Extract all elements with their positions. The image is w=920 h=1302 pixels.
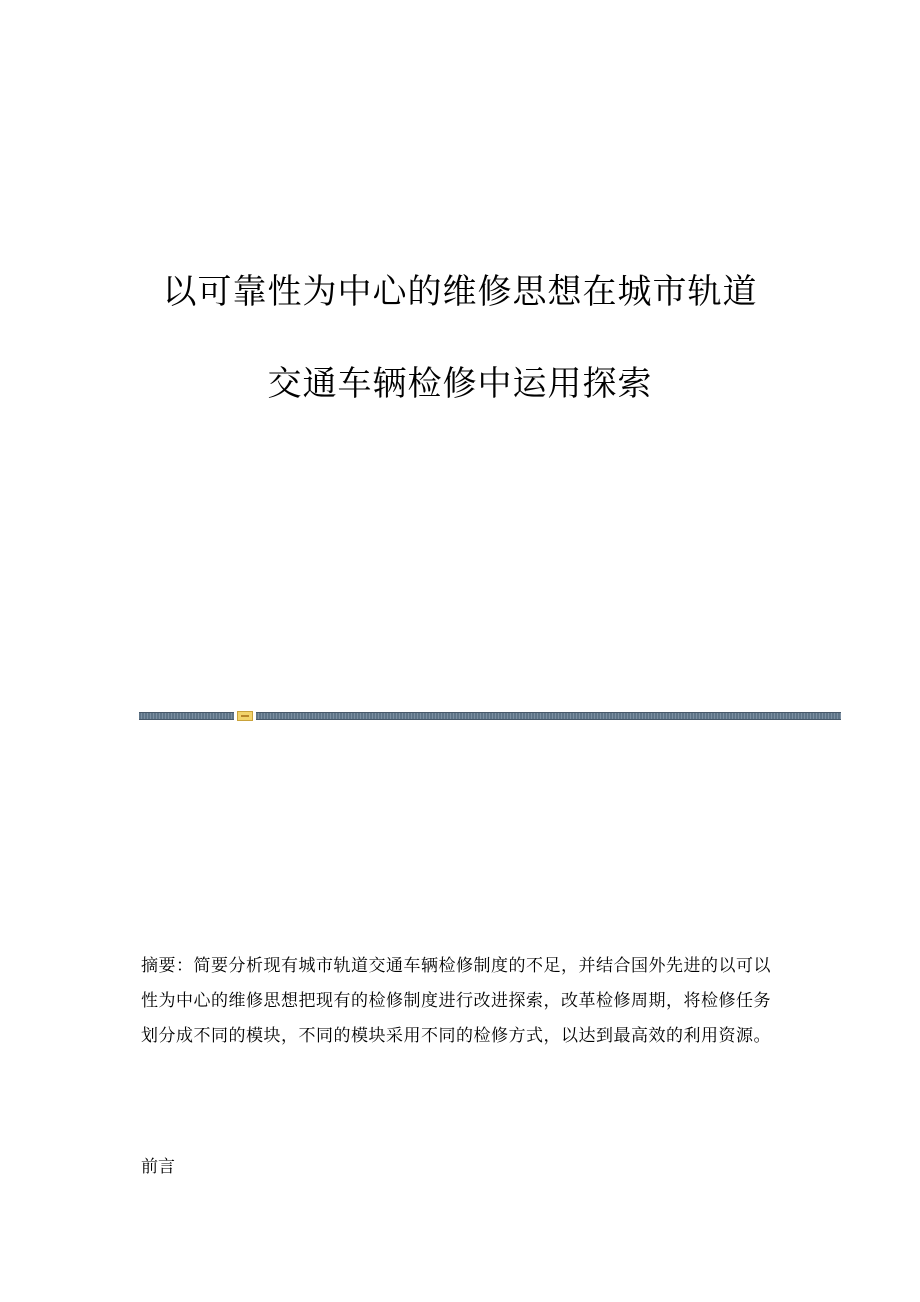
- divider-bar-left: [139, 712, 234, 720]
- divider-ornament-icon: [237, 711, 253, 721]
- decorative-divider: [139, 711, 841, 721]
- abstract-paragraph: 摘要：简要分析现有城市轨道交通车辆检修制度的不足，并结合国外先进的以可以性为中心的维修思想把现有的检修制度进行改进探索，改革检修周期，将检修任务划分成不同的模块，不同的模块采用不同的检修方式，以达到最高效的利用资源。: [141, 956, 771, 1046]
- divider-bar-right: [256, 712, 841, 720]
- document-title-line-2: 交通车辆检修中运用探索: [267, 364, 653, 404]
- document-title-line-1: 以可靠性为中心的维修思想在城市轨道: [162, 272, 758, 312]
- preface-heading: 前言: [141, 1157, 175, 1177]
